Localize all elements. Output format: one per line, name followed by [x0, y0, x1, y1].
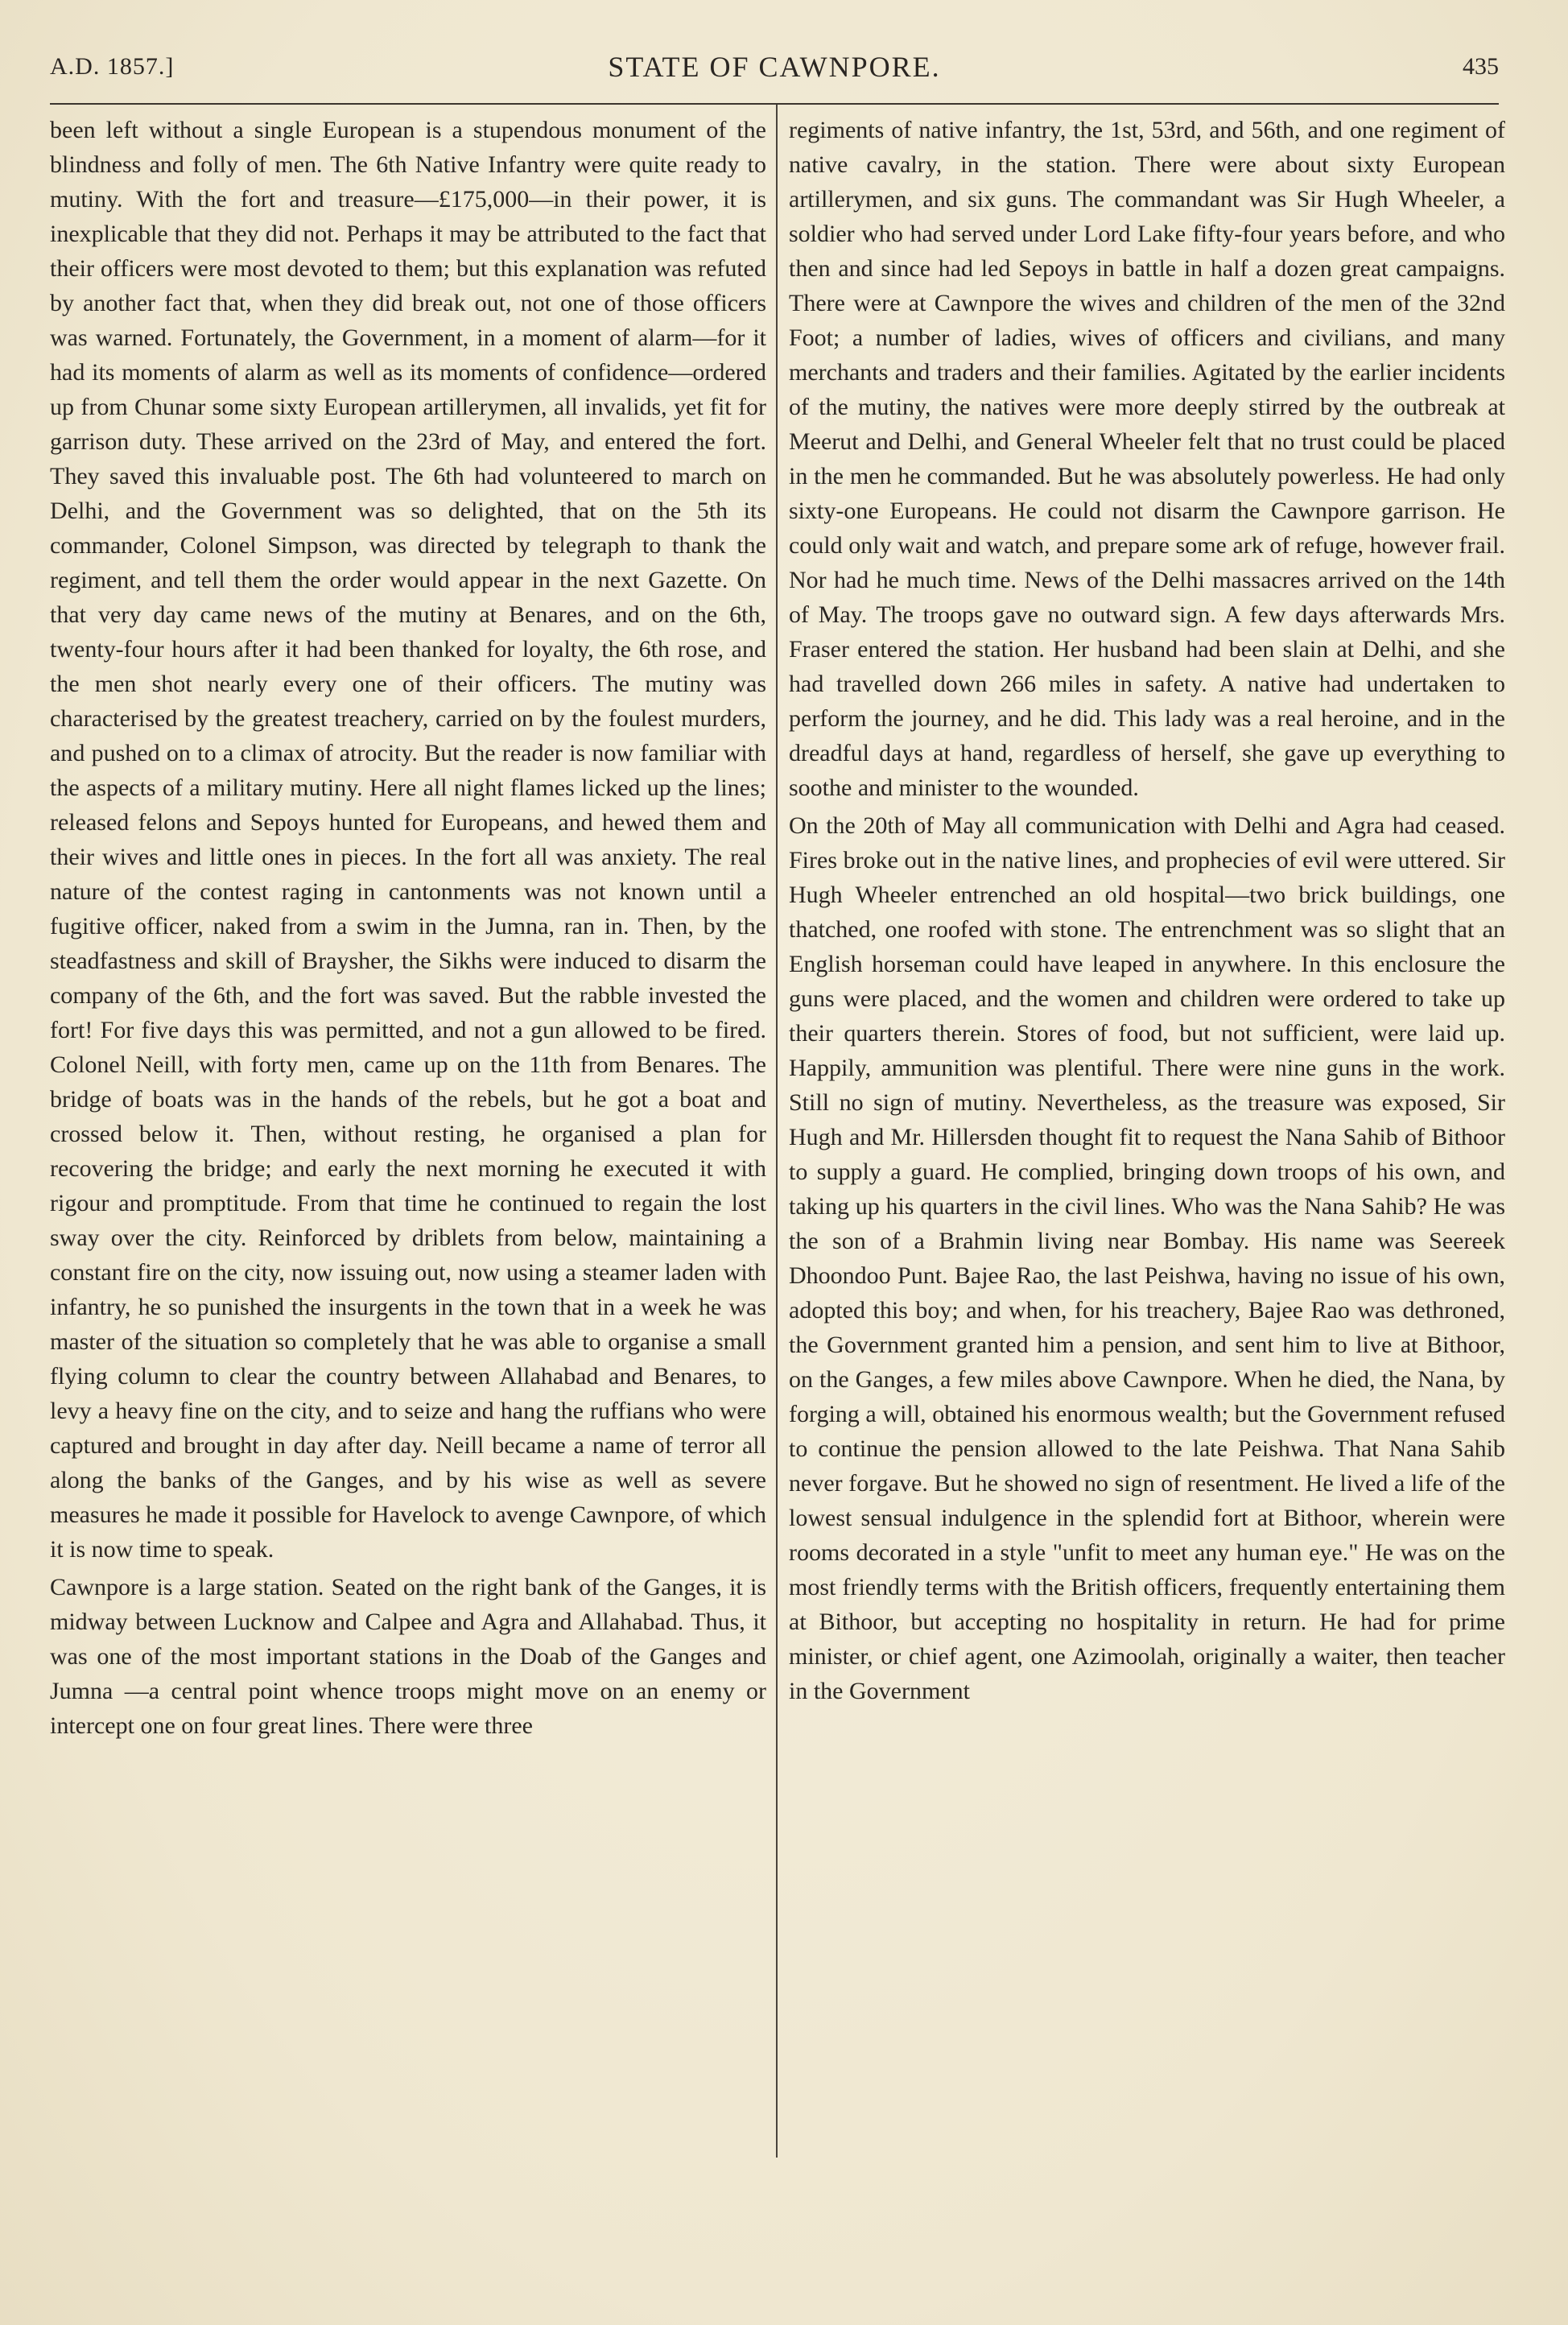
running-header: [50, 47, 1499, 95]
page-number: 435: [1463, 53, 1499, 80]
left-column: [50, 113, 766, 1743]
header-date: A.D. 1857.]: [50, 53, 175, 80]
right-paragraph-1: regiments of native infantry, the 1st, 53rd, and 56th, and one regiment of native cavalry, in the station. There were about sixty European artillerymen, and six guns. The commandant was Sir Hugh Wheeler, a soldier who had served under Lord Lake fifty-four years before, and who then and since had led Sepoys in battle in half a dozen great campaigns. There were at Cawnpore the wives and children of the men of the 32nd Foot; a number of ladies, wives of officers and civilians, and many merchants and traders and their families. Agitated by the earlier incidents of the mutiny, the natives were more deeply stirred by the outbreak at Meerut and Delhi, and General Wheeler felt that no trust could be placed in the men he commanded. But he was absolutely powerless. He had only sixty-one Europeans. He could not disarm the Cawnpore garrison. He could only wait and watch, and prepare some ark of refuge, however frail. Nor had he much time. News of the Delhi massacres arrived on the 14th of May. The troops gave no outward sign. A few days afterwards Mrs. Fraser entered the station. Her husband had been slain at Delhi, and she had travelled down 266 miles in safety. A native had undertaken to perform the journey, and he did. This lady was a real heroine, and in the dreadful days at hand, regardless of herself, she gave up everything to soothe and minister to the wounded.: [789, 117, 1505, 801]
header-title: STATE OF CAWNPORE.: [608, 51, 941, 83]
left-paragraph-1: been left without a single European is a stupendous monument of the blindness and folly of men. The 6th Native Infantry were quite ready to mutiny. With the fort and treasure—£175,000—in their power, it is inexplicable that they did not. Perhaps it may be attributed to the fact that their officers were most devoted to them; but this explanation was refuted by another fact that, when they did break out, not one of those officers was warned. Fortunately, the Government, in a moment of alarm—for it had its moments of alarm as well as its moments of confidence—ordered up from Chunar some sixty European artillerymen, all invalids, yet fit for garrison duty. These arrived on the 23rd of May, and entered the fort. They saved this invaluable post. The 6th had volunteered to march on Delhi, and the Government was so delighted, that on the 5th its commander, Colonel Simpson, was directed by telegraph to thank the regiment, and tell them the order would appear in the next Gazette. On that very day came news of the mutiny at Benares, and on the 6th, twenty-four hours after it had been thanked for loyalty, the 6th rose, and the men shot nearly every one of their officers. The mutiny was characterised by the greatest treachery, carried on by the foulest murders, and pushed on to a climax of atrocity. But the reader is now familiar with the aspects of a military mutiny. Here all night flames licked up the lines; released felons and Sepoys hunted for Europeans, and hewed them and their wives and little ones in pieces. In the fort all was anxiety. The real nature of the contest raging in cantonments was not known until a fugitive officer, naked from a swim in the Jumna, ran in. Then, by the steadfastness and skill of Braysher, the Sikhs were induced to disarm the company of the 6th, and the fort was saved. But the rabble invested the fort! For five days this was permitted, and not a gun allowed to be fired. Colonel Neill, with forty men, came up on the 11th from Benares. The bridge of boats was in the hands of the rebels, but he got a boat and crossed below it. Then, without resting, he organised a plan for recovering the bridge; and early the next morning he executed it with rigour and promptitude. From that time he continued to regain the lost sway over the city. Reinforced by driblets from below, maintaining a constant fire on the city, now issuing out, now using a steamer laden with infantry, he so punished the insurgents in the town that in a week he was master of the situation so completely that he was able to organise a small flying column to clear the country between Allahabad and Benares, to levy a heavy fine on the city, and to seize and hang the ruffians who were captured and brought in day after day. Neill became a name of terror all along the banks of the Ganges, and by his wise as well as severe measures he made it possible for Havelock to avenge Cawnpore, of which it is now time to speak.: [50, 117, 766, 1563]
header-rule: [50, 103, 1499, 105]
right-paragraph-2: On the 20th of May all communication with Delhi and Agra had ceased. Fires broke out in the native lines, and prophecies of evil were uttered. Sir Hugh Wheeler entrenched an old hospital—two brick buildings, one thatched, one roofed with stone. The entrenchment was so slight that an English horseman could have leaped in anywhere. In this enclosure the guns were placed, and the women and children were ordered to take up their quarters therein. Stores of food, but not sufficient, were laid up. Happily, ammunition was plentiful. There were nine guns in the work. Still no sign of mutiny. Nevertheless, as the treasure was exposed, Sir Hugh and Mr. Hillersden thought fit to request the Nana Sahib of Bithoor to supply a guard. He complied, bringing down troops of his own, and taking up his quarters in the civil lines. Who was the Nana Sahib? He was the son of a Brahmin living near Bombay. His name was Seereek Dhoondoo Punt. Bajee Rao, the last Peishwa, having no issue of his own, adopted this boy; and when, for his treachery, Bajee Rao was dethroned, the Government granted him a pension, and sent him to live at Bithoor, on the Ganges, a few miles above Cawnpore. When he died, the Nana, by forging a will, obtained his enormous wealth; but the Government refused to continue the pension allowed to the late Peishwa. That Nana Sahib never forgave. But he showed no sign of resentment. He lived a life of the lowest sensual indulgence in the splendid fort at Bithoor, wherein were rooms decorated in a style "unfit to meet any human eye." He was on the most friendly terms with the British officers, frequently entertaining them at Bithoor, but accepting no hospitality in return. He had for prime minister, or chief agent, one Azimoolah, originally a waiter, then teacher in the Government: [789, 812, 1505, 1704]
right-column: [789, 113, 1505, 1708]
left-paragraph-2: Cawnpore is a large station. Seated on the right bank of the Ganges, it is midway between Lucknow and Calpee and Agra and Allahabad. Thus, it was one of the most important stations in the Doab of the Ganges and Jumna —a central point whence troops might move on an enemy or intercept one on four great lines. There were three: [50, 1574, 766, 1739]
column-divider: [776, 105, 778, 2158]
